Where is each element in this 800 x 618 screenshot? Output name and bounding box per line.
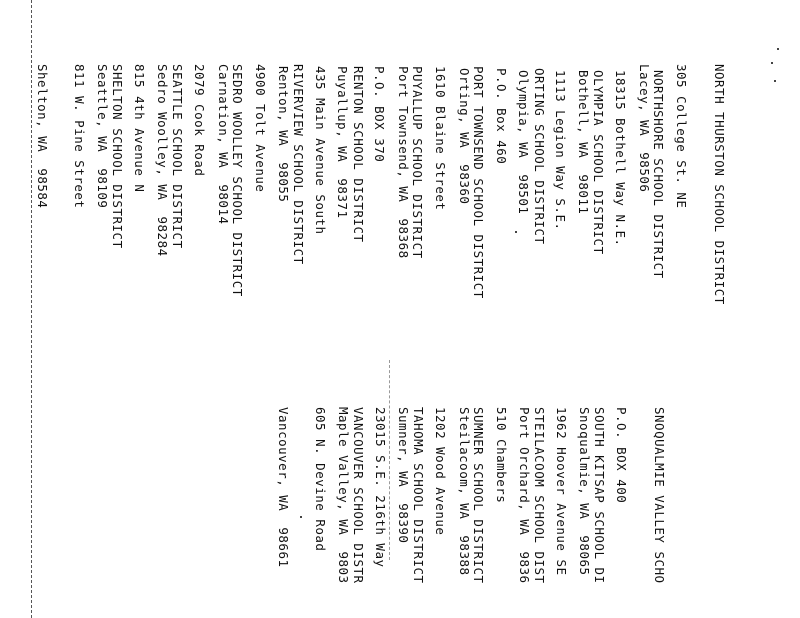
district-name: SNOQUALMIE VALLEY SCHO	[652, 407, 667, 584]
address-line: 435 Main Avenue South	[313, 66, 329, 235]
district-name: PUYALLUP SCHOOL DISTRICT	[410, 66, 425, 259]
address-line: P.O. Box 460	[494, 68, 510, 165]
scan-speck	[771, 62, 773, 64]
district-name: SUMNER SCHOOL DISTRICT	[471, 407, 486, 584]
address-line: 23015 S.E. 216th Way	[373, 407, 389, 568]
district-name: SEATTLE SCHOOL DISTRICT	[170, 64, 185, 249]
scan-speck	[774, 80, 776, 82]
city-state-zip: Steilacoom, WA 98388	[457, 407, 472, 576]
address-line: 510 Chambers	[494, 407, 510, 504]
city-state-zip: Port Townsend, WA 98368	[396, 66, 411, 259]
address-line: 815 4th Avenue N	[132, 64, 148, 193]
address-line: 811 W. Pine Street	[72, 64, 88, 209]
district-name: NORTH THURSTON SCHOOL DISTRICT	[712, 64, 727, 305]
address-line: 4900 Tolt Avenue	[253, 64, 269, 193]
city-state-zip: Snoqualmie, WA 98065	[577, 407, 592, 576]
district-name: ORTING SCHOOL DISTRICT	[532, 68, 547, 245]
district-name: NORTHSHORE SCHOOL DISTRICT	[651, 70, 666, 279]
district-name: STEILACOOM SCHOOL DIST	[532, 407, 547, 584]
address-line: 2079 Cook Road	[192, 64, 208, 177]
city-state-zip: Bothell, WA 98011	[576, 70, 591, 215]
address-line: 1962 Hoover Avenue SE	[554, 407, 570, 576]
city-state-zip: Shelton, WA 98584	[35, 64, 50, 209]
address-line: 1610 Blaine Street	[433, 66, 449, 211]
address-line: 18315 Bothell Way N.E.	[613, 70, 629, 247]
city-state-zip: Vancouver, WA 98661	[276, 407, 291, 568]
district-name: SOUTH KITSAP SCHOOL DI	[592, 407, 607, 584]
city-state-zip: Olympia, WA 98501	[516, 70, 531, 215]
address-line: 305 College St. NE	[674, 64, 690, 209]
district-name: OLYMPIA SCHOOL DISTRICT	[591, 70, 606, 255]
district-name: SEDRO WOOLLEY SCHOOL DISTRICT	[230, 64, 245, 297]
scan-speck	[777, 48, 779, 50]
city-state-zip: Puyallup, WA 98371	[335, 66, 350, 219]
district-name: RIVERVIEW SCHOOL DISTRICT	[291, 64, 306, 265]
district-name: TAHOMA SCHOOL DISTRICT	[411, 407, 426, 584]
city-state-zip: Seattle, WA 98109	[95, 64, 110, 209]
address-line: 605 N. Devine Road	[313, 407, 329, 552]
district-name: PORT TOWNSEND SCHOOL DISTRICT	[471, 66, 486, 299]
city-state-zip: Renton, WA 98055	[276, 66, 291, 203]
city-state-zip: Sumner, WA 98390	[396, 407, 411, 544]
city-state-zip: Port Orchard, WA 9836	[517, 407, 532, 584]
city-state-zip: Carnation, WA 98014	[216, 64, 231, 225]
city-state-zip: Orting, WA 98360	[457, 68, 472, 205]
city-state-zip: Sedro Woolley, WA 98284	[155, 64, 170, 257]
address-line: P.O. BOX 400	[614, 407, 630, 504]
address-label	[252, 407, 390, 584]
city-state-zip: Maple Valley, WA 9803	[336, 407, 351, 584]
district-name: RENTON SCHOOL DISTRICT	[351, 66, 366, 243]
district-name: VANCOUVER SCHOOL DISTR	[351, 407, 366, 584]
address-label	[11, 64, 149, 249]
address-line: 1113 Legion Way S.E.	[553, 70, 569, 231]
district-name: SHELTON SCHOOL DISTRICT	[110, 64, 125, 249]
address-line: 1202 Wood Avenue	[433, 407, 449, 536]
address-line: P.O. BOX 370	[372, 66, 388, 163]
city-state-zip: Lacey, WA 98506	[637, 64, 652, 193]
